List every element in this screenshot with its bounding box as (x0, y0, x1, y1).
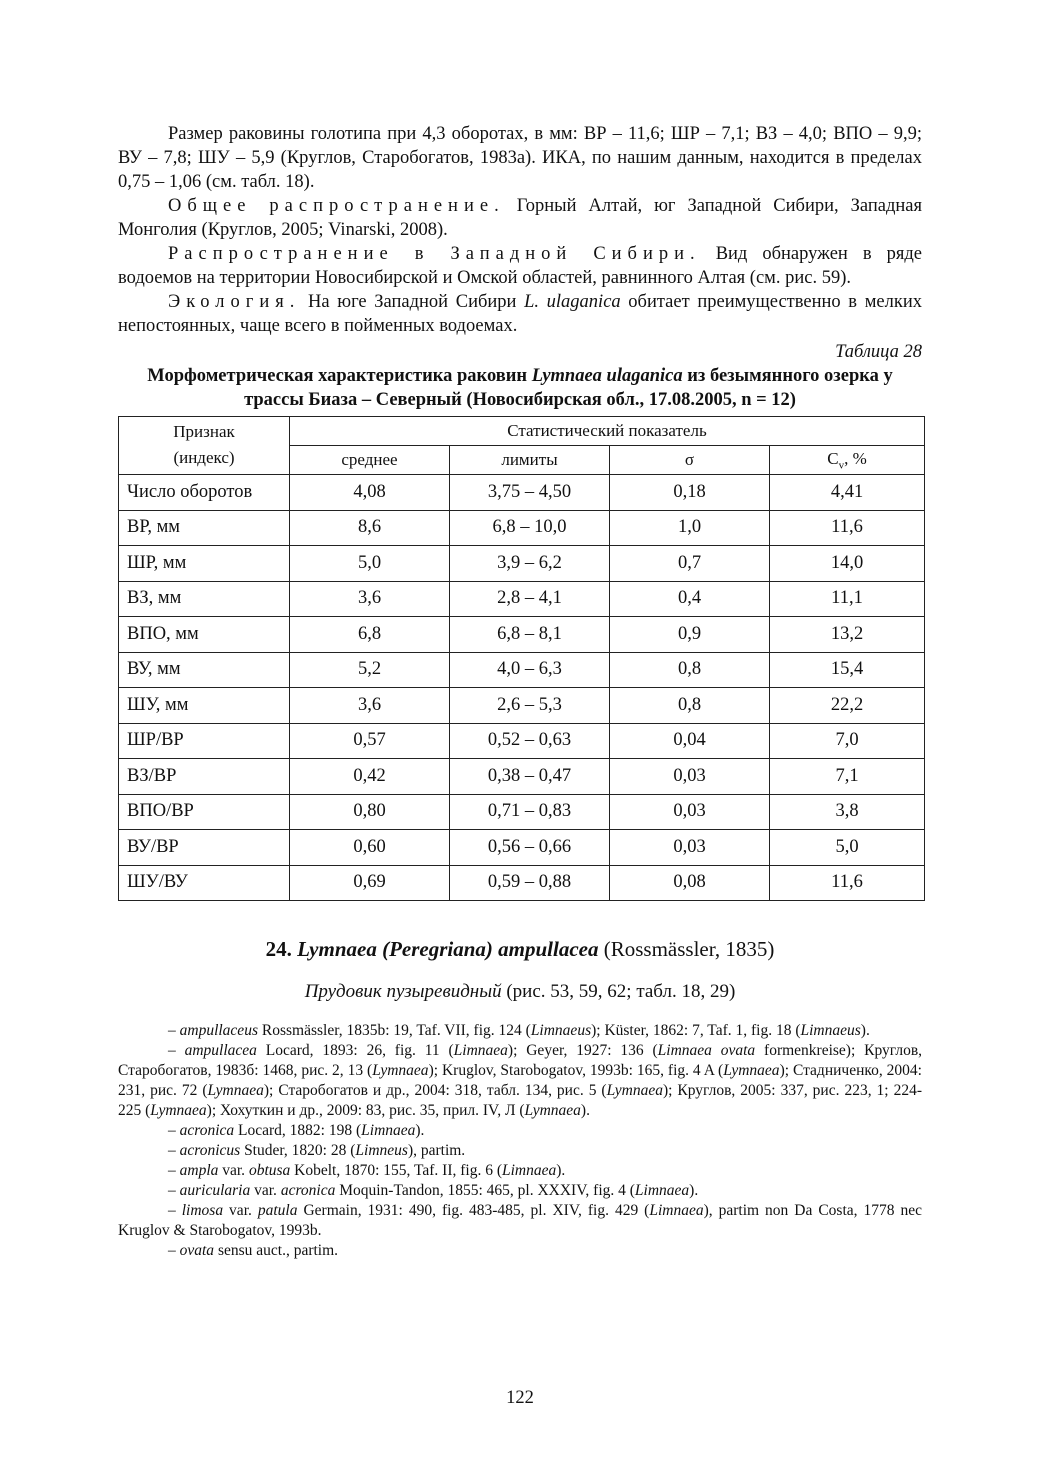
synonym-italic: limosa (181, 1202, 224, 1219)
synonym-italic: patula (257, 1202, 298, 1219)
table-row (119, 688, 925, 724)
cell-cv: 14,0 (770, 546, 925, 582)
cell-cv: 7,0 (770, 723, 925, 759)
table-row (119, 546, 925, 582)
cell-sigma: 0,08 (610, 865, 770, 901)
document-page (118, 122, 922, 1261)
table-title (118, 364, 922, 412)
paragraph-text: На юге Западной Сибири (300, 292, 525, 312)
cell-limits: 3,9 – 6,2 (450, 546, 610, 582)
synonym-text: var. (223, 1202, 258, 1219)
page-number: 122 (506, 1388, 534, 1408)
cell-mean: 5,2 (290, 652, 450, 688)
synonym-entry (118, 1241, 922, 1261)
cell-cv: 22,2 (770, 688, 925, 724)
synonym-text: Kobelt, 1870: 155, Taf. II, fig. 6 ( (290, 1162, 502, 1179)
cell-mean: 0,69 (290, 865, 450, 901)
cell-sigma: 0,4 (610, 581, 770, 617)
synonym-italic: ampla (179, 1162, 219, 1179)
synonym-text: formenkreise); Круглов, Старобогатов, 1983б: 1468, рис. 2, 13 ( (118, 1042, 923, 1079)
synonym-italic: ovata (179, 1242, 215, 1259)
cell-limits: 0,38 – 0,47 (450, 759, 610, 795)
synonym-entry (118, 1121, 922, 1141)
cell-sign: ВПО/ВР (119, 794, 290, 830)
synonym-italic: Limnaea (502, 1162, 557, 1179)
table-row (119, 723, 925, 759)
synonym-text: ). (689, 1182, 699, 1199)
cell-mean: 0,57 (290, 723, 450, 759)
synonym-text: ); Küster, 1862: 7, Taf. 1, fig. 18 ( (591, 1022, 801, 1039)
synonym-text: – (168, 1042, 185, 1059)
table-title-text: из безымянного озерка у трассы Биаза – Северный (Новосибирская обл., 17.08.2005, n = 12) (244, 366, 893, 410)
cell-cv: 11,6 (770, 510, 925, 546)
cell-mean: 8,6 (290, 510, 450, 546)
table-title-species: Lymnaea ulaganica (531, 366, 683, 386)
cell-limits: 6,8 – 10,0 (450, 510, 610, 546)
synonym-italic: Limnaea (649, 1202, 704, 1219)
synonym-text: – (168, 1022, 180, 1039)
cell-sign: ВЗ/ВР (119, 759, 290, 795)
synonym-entry (118, 1021, 922, 1041)
table-row (119, 652, 925, 688)
paragraph-text: Горный Алтай, юг Западной Сибири, Западная Монголия (Круглов, 2005; Vinarski, 2008). (118, 196, 922, 240)
synonym-text: – (168, 1122, 180, 1139)
cell-sigma: 1,0 (610, 510, 770, 546)
spaced-heading: Экология. (168, 292, 301, 312)
cell-cv: 4,41 (770, 475, 925, 511)
synonym-text: – (168, 1162, 180, 1179)
synonym-text: – (168, 1142, 180, 1159)
synonym-italic: Limnaea (453, 1042, 508, 1059)
table-header-row (119, 417, 925, 446)
synonym-text: Moquin-Tandon, 1855: 465, pl. XXXIV, fig. 4 ( (335, 1182, 635, 1199)
table-row (119, 617, 925, 653)
synonym-text: Locard, 1882: 198 ( (234, 1122, 362, 1139)
cell-mean: 0,42 (290, 759, 450, 795)
header-sign-line: Признак (173, 422, 235, 441)
synonym-entry (118, 1181, 922, 1201)
cell-limits: 2,6 – 5,3 (450, 688, 610, 724)
synonym-text: ). (415, 1122, 425, 1139)
cell-limits: 0,52 – 0,63 (450, 723, 610, 759)
table-title-text: Морфометрическая характеристика раковин (147, 366, 532, 386)
table-row (119, 830, 925, 866)
cell-sigma: 0,03 (610, 830, 770, 866)
cell-sign: ШУ, мм (119, 688, 290, 724)
cell-sign: ВЗ, мм (119, 581, 290, 617)
cell-sign: ВУ, мм (119, 652, 290, 688)
cell-sign: ШР, мм (119, 546, 290, 582)
section-author: (Rossmässler, 1835) (598, 937, 775, 961)
synonym-italic: ampullaceus (179, 1022, 258, 1039)
cell-cv: 5,0 (770, 830, 925, 866)
synonym-italic: Limnaeus (800, 1022, 861, 1039)
cell-mean: 0,60 (290, 830, 450, 866)
synonym-text: Studer, 1820: 28 ( (240, 1142, 356, 1159)
cell-limits: 0,56 – 0,66 (450, 830, 610, 866)
synonym-text: ); Стадниченко, 2004: 231, рис. 72 ( (118, 1062, 922, 1099)
synonym-entry (118, 1161, 922, 1181)
synonym-text: ). (580, 1102, 590, 1119)
cell-sigma: 0,03 (610, 759, 770, 795)
cell-mean: 3,6 (290, 581, 450, 617)
section-species-name: Lymnaea (Peregriana) ampullacea (297, 937, 599, 961)
synonym-text: – (168, 1242, 180, 1259)
cell-sigma: 0,8 (610, 652, 770, 688)
header-stat: Статистический показатель (290, 417, 925, 446)
header-cv-symbol: C (827, 448, 839, 468)
header-mean: среднее (290, 446, 450, 475)
synonym-text: sensu auct., partim. (214, 1242, 339, 1259)
synonym-text: Rossmässler, 1835b: 19, Taf. VII, fig. 124 ( (257, 1022, 531, 1039)
table-row (119, 865, 925, 901)
table-row (119, 475, 925, 511)
morphometry-table (118, 416, 925, 901)
cell-mean: 0,80 (290, 794, 450, 830)
spaced-heading: Общее распространение. (168, 196, 505, 216)
synonym-text: – (168, 1202, 182, 1219)
cell-cv: 7,1 (770, 759, 925, 795)
synonym-italic: Lymnaea (524, 1102, 581, 1119)
cell-sign: ВПО, мм (119, 617, 290, 653)
synonym-text: ). (860, 1022, 870, 1039)
cell-limits: 0,71 – 0,83 (450, 794, 610, 830)
common-name: Прудовик пузыревидный (304, 981, 502, 1002)
cell-sigma: 0,18 (610, 475, 770, 511)
table-body (119, 475, 925, 901)
synonym-italic: ampullacea (184, 1042, 257, 1059)
synonym-italic: acronica (179, 1122, 235, 1139)
header-sign (119, 417, 290, 475)
header-cv-unit: , % (844, 448, 867, 468)
synonym-text: ), partim. (407, 1142, 466, 1159)
section-subheading (118, 979, 922, 1005)
cell-mean: 3,6 (290, 688, 450, 724)
synonym-text: Locard, 1893: 26, fig. 11 ( (256, 1042, 454, 1059)
synonym-italic: auricularia (179, 1182, 251, 1199)
cell-sigma: 0,9 (610, 617, 770, 653)
table-row (119, 510, 925, 546)
species-name: L. ulaganica (524, 292, 621, 312)
synonym-italic: Lymnaea (606, 1082, 663, 1099)
synonym-italic: obtusa (248, 1162, 291, 1179)
synonym-text: Germain, 1931: 490, fig. 483-485, pl. XIV, fig. 429 ( (297, 1202, 650, 1219)
synonym-text: var. (250, 1182, 281, 1199)
synonym-text: – (168, 1182, 180, 1199)
synonym-entry (118, 1041, 922, 1121)
cell-mean: 4,08 (290, 475, 450, 511)
header-sigma: σ (610, 446, 770, 475)
cell-limits: 2,8 – 4,1 (450, 581, 610, 617)
synonym-text: var. (218, 1162, 249, 1179)
section-number: 24. (265, 937, 298, 961)
synonym-italic: Lymnaea (207, 1082, 264, 1099)
cell-mean: 5,0 (290, 546, 450, 582)
paragraph-text: обитает преимущественно в мелких непостоянных, чаще всего в пойменных водоемах. (118, 292, 922, 336)
paragraph-general-distribution (118, 194, 922, 242)
synonym-text: ); Хохуткин и др., 2009: 83, рис. 35, прил. IV, Л ( (206, 1102, 525, 1119)
cell-cv: 3,8 (770, 794, 925, 830)
spaced-heading: Распространение в Западной Сибири. (168, 244, 701, 264)
table-row (119, 759, 925, 795)
synonym-italic: Limnaea (634, 1182, 690, 1199)
cell-sign: ВР, мм (119, 510, 290, 546)
header-limits: лимиты (450, 446, 610, 475)
paragraph-ecology (118, 290, 922, 338)
cell-cv: 11,1 (770, 581, 925, 617)
synonym-text: ); Geyer, 1927: 136 ( (507, 1042, 658, 1059)
synonym-italic: Limnaea (361, 1122, 416, 1139)
figure-references: (рис. 53, 59, 62; табл. 18, 29) (501, 981, 736, 1002)
cell-cv: 11,6 (770, 865, 925, 901)
synonym-text: ). (556, 1162, 566, 1179)
synonymy-list (118, 1021, 922, 1261)
cell-limits: 0,59 – 0,88 (450, 865, 610, 901)
cell-limits: 6,8 – 8,1 (450, 617, 610, 653)
paragraph-text: Вид обнаружен в ряде водоемов на территории Новосибирской и Омской областей, равнинного Алтая (см. рис. 59). (118, 244, 922, 288)
synonym-text: ); Старобогатов и др., 2004: 318, табл. 134, рис. 5 ( (263, 1082, 607, 1099)
table-row (119, 581, 925, 617)
synonym-text: ), partim non Da Costa, 1778 nec Kruglov & Starobogatov, 1993b. (118, 1202, 923, 1239)
header-cv-subscript: v (838, 459, 845, 472)
cell-limits: 3,75 – 4,50 (450, 475, 610, 511)
synonym-entry (118, 1201, 922, 1241)
synonym-italic: Limnaeus (530, 1022, 592, 1039)
synonym-italic: acronicus (179, 1142, 241, 1159)
cell-sigma: 0,04 (610, 723, 770, 759)
cell-sign: ШУ/ВУ (119, 865, 290, 901)
table-row (119, 794, 925, 830)
cell-limits: 4,0 – 6,3 (450, 652, 610, 688)
synonym-italic: Lymnaea (723, 1062, 780, 1079)
paragraph-siberia-distribution (118, 242, 922, 290)
synonym-italic: Limneus (355, 1142, 408, 1159)
synonym-italic: Limnaea ovata (657, 1042, 756, 1059)
cell-sigma: 0,8 (610, 688, 770, 724)
cell-cv: 15,4 (770, 652, 925, 688)
cell-mean: 6,8 (290, 617, 450, 653)
synonym-italic: acronica (280, 1182, 336, 1199)
header-cv (770, 446, 925, 475)
synonym-entry (118, 1141, 922, 1161)
synonym-italic: Lymnaea (372, 1062, 429, 1079)
cell-cv: 13,2 (770, 617, 925, 653)
synonym-text: ); Kruglov, Starobogatov, 1993b: 165, fig. 4 A ( (428, 1062, 724, 1079)
cell-sign: ВУ/ВР (119, 830, 290, 866)
section-heading (118, 935, 922, 963)
paragraph-text: Размер раковины голотипа при 4,3 оборотах, в мм: ВР – 11,6; ШР – 7,1; ВЗ – 4,0; ВПО – 9,9; ВУ – 7,8; ШУ – 5,9 (Круглов, Старобогатов, 1983а). ИКА, по нашим данным, находится в пределах 0,75 – 1,06 (см. табл. 18). (118, 124, 922, 192)
paragraph-shell-size (118, 122, 922, 194)
cell-sign: Число оборотов (119, 475, 290, 511)
cell-sign: ШР/ВР (119, 723, 290, 759)
synonym-text: ); Круглов, 2005: 337, рис. 223, 1; 224-225 ( (118, 1082, 922, 1119)
header-sign-line: (индекс) (173, 448, 235, 467)
table-caption: Таблица 28 (835, 342, 922, 362)
cell-sigma: 0,03 (610, 794, 770, 830)
synonym-italic: Lymnaea (150, 1102, 207, 1119)
cell-sigma: 0,7 (610, 546, 770, 582)
